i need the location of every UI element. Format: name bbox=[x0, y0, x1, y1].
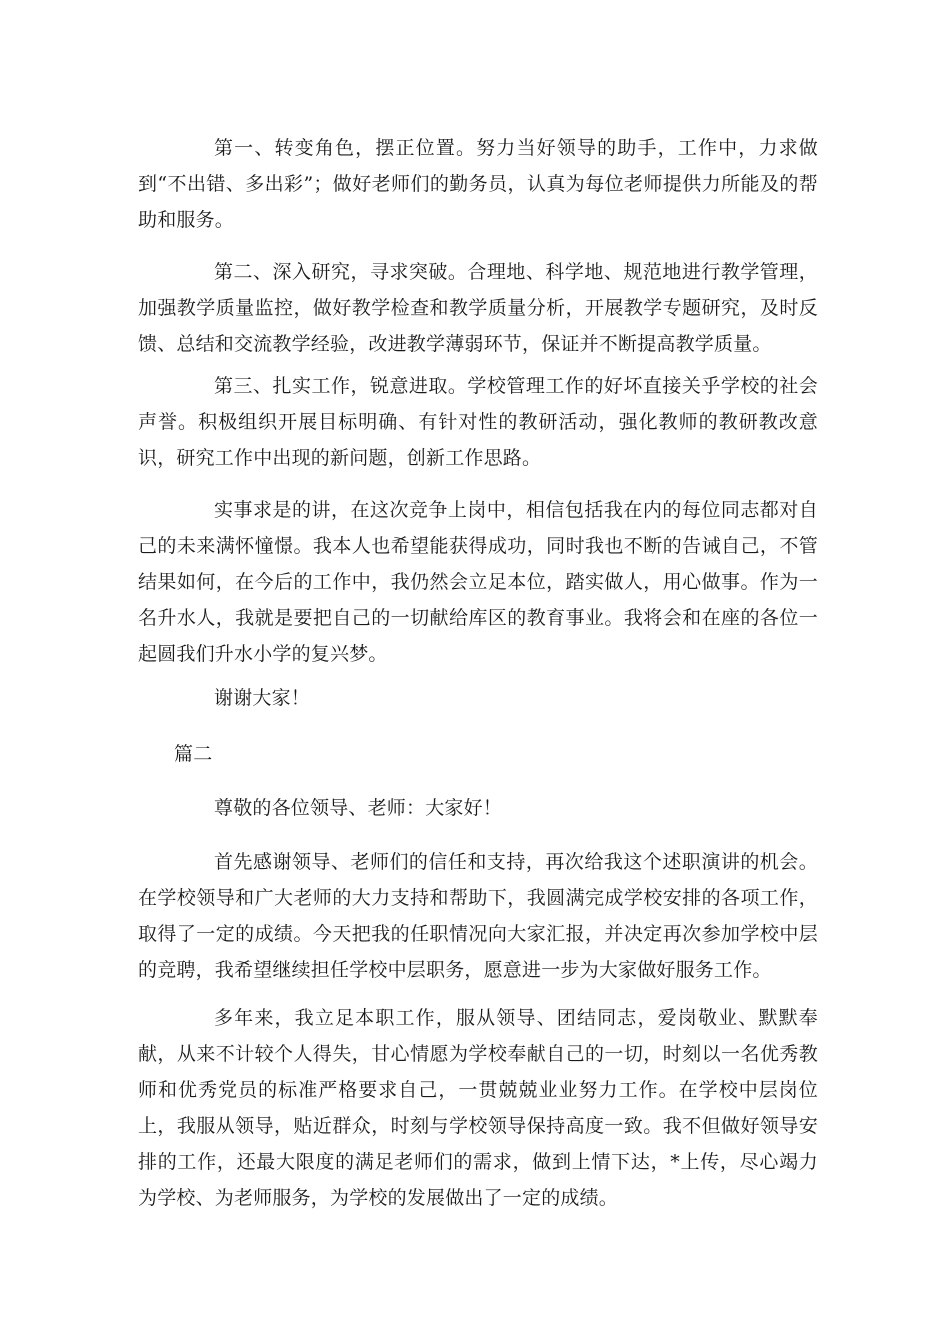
paragraph-research: 第二、深入研究，寻求突破。合理地、科学地、规范地进行教学管理，加强教学质量监控，做好教学检查和教学质量分析，开展教学专题研究，及时反馈、总结和交流教学经验，改进教学薄弱环节，保证并不断提高教学质量。 bbox=[138, 261, 818, 355]
paragraph-honest-speech: 实事求是的讲，在这次竞争上岗中，相信包括我在内的每位同志都对自己的未来满怀憧憬。我本人也希望能获得成功，同时我也不断的告诫自己，不管结果如何，在今后的工作中，我仍然会立足本位，踏实做人，用心做事。作为一名升水人，我就是要把自己的一切献给库区的教育事业。我将会和在座的各位一起圆我们升水小学的复兴梦。 bbox=[138, 499, 818, 665]
paragraph-years-of-work: 多年来，我立足本职工作，服从领导、团结同志，爱岗敬业、默默奉献，从来不计较个人得失，甘心情愿为学校奉献自己的一切，时刻以一名优秀教师和优秀党员的标准严格要求自己，一贯兢兢业业努力工作。在学校中层岗位上，我服从领导，贴近群众，时刻与学校领导保持高度一致。我不但做好领导安排的工作，还最大限度的满足老师们的需求，做到上情下达，*上传，尽心竭力为学校、为老师服务，为学校的发展做出了一定的成绩。 bbox=[138, 1007, 818, 1209]
paragraph-gratitude: 首先感谢领导、老师们的信任和支持，再次给我这个述职演讲的机会。在学校领导和广大老师的大力支持和帮助下，我圆满完成学校安排的各项工作，取得了一定的成绩。今天把我的任职情况向大家汇报，并决定再次参加学校中层的竞聘，我希望继续担任学校中层职务，愿意进一步为大家做好服务工作。 bbox=[138, 851, 818, 981]
paragraph-role-change: 第一、转变角色，摆正位置。努力当好领导的助手，工作中，力求做到“不出错、多出彩”；做好老师们的勤务员，认真为每位老师提供力所能及的帮助和服务。 bbox=[138, 137, 818, 231]
section-heading: 篇二 bbox=[174, 743, 213, 765]
paragraph-greeting: 尊敬的各位领导、老师：大家好！ bbox=[214, 797, 503, 819]
paragraph-thanks: 谢谢大家！ bbox=[214, 687, 311, 709]
paragraph-solid-work: 第三、扎实工作，锐意进取。学校管理工作的好坏直接关乎学校的社会声誉。积极组织开展目标明确、有针对性的教研活动，强化教师的教研教改意识，研究工作中出现的新问题，创新工作思路。 bbox=[138, 375, 818, 469]
